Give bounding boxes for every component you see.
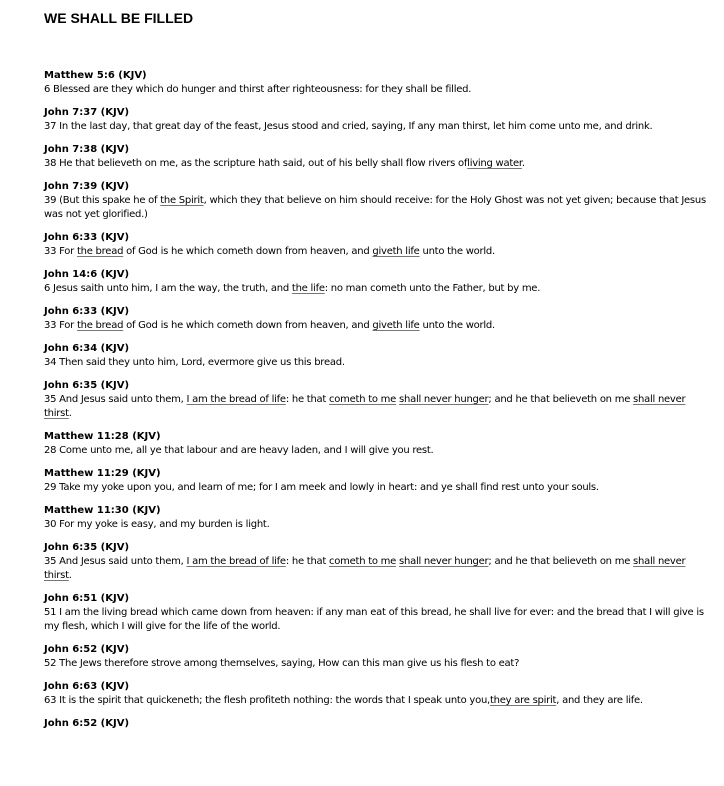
verse-text-segment: .: [68, 408, 72, 419]
verse-text-segment: 6 Jesus saith unto him, I am the way, the truth, and: [44, 283, 292, 294]
verse-block: [44, 342, 706, 370]
verse-text-segment: of God is he which cometh down from heaven, and: [123, 320, 373, 331]
verse-reference: John 7:38 (KJV): [44, 144, 130, 155]
verse-reference: Matthew 11:28 (KJV): [44, 431, 161, 442]
verse-text-segment: 51 I am the living bread which came down from heaven: if any man eat of this bread, he shall live for ever: and the bread that I will give is my flesh, which I will give for the life of the world.: [44, 607, 704, 632]
verse-reference: John 14:6 (KJV): [44, 269, 130, 280]
verse-text-segment: 33 For: [44, 246, 77, 257]
verse-block: [44, 430, 706, 458]
verse-text-segment: 28 Come unto me, all ye that labour and are heavy laden, and I will give you rest.: [44, 445, 434, 456]
verse-text-segment: unto the world.: [419, 246, 495, 257]
linked-phrase[interactable]: the bread: [76, 320, 124, 331]
verse-text-segment: 33 For: [44, 320, 77, 331]
verse-text: [44, 444, 706, 458]
linked-phrase[interactable]: cometh to me: [329, 394, 397, 405]
verse-block: [44, 143, 706, 171]
verse-text-segment: ; and he that believeth on me: [488, 394, 634, 405]
verse-text-segment: 39 (But this spake he of: [44, 195, 161, 206]
verse-text: [44, 83, 706, 97]
verse-block: [44, 592, 706, 634]
verse-text: [44, 657, 706, 671]
verse-text: [44, 694, 706, 708]
verse-block: [44, 231, 706, 259]
verse-text-segment: 6 Blessed are they which do hunger and thirst after righteousness: for they shall be filled.: [44, 84, 472, 95]
verse-text: [44, 393, 706, 421]
verse-block: [44, 504, 706, 532]
verse-block: [44, 379, 706, 421]
linked-phrase[interactable]: shall never thirst: [44, 394, 686, 419]
verse-reference: John 6:35 (KJV): [44, 542, 130, 553]
verse-block: [44, 106, 706, 134]
verse-block: [44, 680, 706, 708]
verse-text-segment: : he that: [285, 556, 330, 567]
verse-text: [44, 606, 706, 634]
linked-phrase[interactable]: they are spirit: [489, 695, 557, 706]
verse-block: [44, 467, 706, 495]
linked-phrase[interactable]: living water: [467, 158, 522, 169]
verse-reference: John 6:35 (KJV): [44, 380, 130, 391]
linked-phrase[interactable]: shall never thirst: [44, 556, 686, 581]
verse-block: [44, 541, 706, 583]
verse-text-segment: 38 He that believeth on me, as the scripture hath said, out of his belly shall flow rivers of: [44, 158, 468, 169]
verse-reference: John 6:51 (KJV): [44, 593, 130, 604]
linked-phrase[interactable]: shall never hunger: [399, 394, 489, 405]
verse-text-segment: 63 It is the spirit that quickeneth; the flesh profiteth nothing: the words that I speak unto you,: [44, 695, 490, 706]
linked-phrase[interactable]: giveth life: [372, 320, 420, 331]
linked-phrase[interactable]: I am the bread of life: [186, 394, 286, 405]
linked-phrase[interactable]: cometh to me: [329, 556, 397, 567]
verse-text: [44, 319, 706, 333]
linked-phrase[interactable]: I am the bread of life: [186, 556, 286, 567]
linked-phrase[interactable]: the Spirit: [160, 195, 204, 206]
verse-block: [44, 305, 706, 333]
verse-reference: John 6:52 (KJV): [44, 644, 130, 655]
verse-reference: Matthew 5:6 (KJV): [44, 70, 147, 81]
verse-text-segment: .: [68, 570, 72, 581]
verse-text-segment: , which they that believe on him should receive: for the Holy Ghost was not yet given; because that Jesus was not yet glorified.): [44, 195, 706, 220]
verse-reference: John 6:33 (KJV): [44, 306, 130, 317]
verse-text-segment: ; and he that believeth on me: [488, 556, 634, 567]
verse-reference: John 6:52 (KJV): [44, 718, 130, 729]
verse-text-segment: 35 And Jesus said unto them,: [44, 394, 187, 405]
verse-block: [44, 643, 706, 671]
verse-reference: John 6:33 (KJV): [44, 232, 130, 243]
verse-reference: John 6:63 (KJV): [44, 681, 130, 692]
verse-reference: John 7:37 (KJV): [44, 107, 130, 118]
verse-block: [44, 180, 706, 222]
verse-text: [44, 481, 706, 495]
linked-phrase[interactable]: the bread: [76, 246, 124, 257]
verse-text-segment: 30 For my yoke is easy, and my burden is light.: [44, 519, 270, 530]
verse-reference: Matthew 11:29 (KJV): [44, 468, 161, 479]
verse-text: [44, 120, 706, 134]
verse-text-segment: , and they are life.: [556, 695, 643, 706]
verse-reference: John 7:39 (KJV): [44, 181, 130, 192]
verse-text-segment: of God is he which cometh down from heaven, and: [123, 246, 373, 257]
linked-phrase[interactable]: giveth life: [372, 246, 420, 257]
verse-text: [44, 518, 706, 532]
verse-text-segment: 52 The Jews therefore strove among themselves, saying, How can this man give us his flesh to eat?: [44, 658, 520, 669]
verse-text-segment: 37 In the last day, that great day of the feast, Jesus stood and cried, saying, If any man thirst, let him come unto me, and drink.: [44, 121, 653, 132]
verse-block: [44, 268, 706, 296]
verse-block: [44, 69, 706, 97]
verse-text-segment: .: [521, 158, 525, 169]
verse-text-segment: 29 Take my yoke upon you, and learn of me; for I am meek and lowly in heart: and ye shall find rest unto your souls.: [44, 482, 599, 493]
verse-text-segment: : no man cometh unto the Father, but by me.: [324, 283, 541, 294]
linked-phrase[interactable]: shall never hunger: [399, 556, 489, 567]
verse-text-segment: 35 And Jesus said unto them,: [44, 556, 187, 567]
verse-reference: Matthew 11:30 (KJV): [44, 505, 161, 516]
verse-text: [44, 245, 706, 259]
linked-phrase[interactable]: the life: [291, 283, 325, 294]
verse-list: [44, 69, 706, 740]
verse-block: [44, 717, 706, 731]
verse-text: [44, 157, 706, 171]
verse-reference: John 6:34 (KJV): [44, 343, 130, 354]
verse-text: [44, 194, 706, 222]
verse-text-segment: 34 Then said they unto him, Lord, evermore give us this bread.: [44, 357, 345, 368]
verse-text-segment: unto the world.: [419, 320, 495, 331]
verse-text: [44, 555, 706, 583]
verse-text-segment: : he that: [285, 394, 330, 405]
verse-text: [44, 282, 706, 296]
verse-text: [44, 356, 706, 370]
page-title: WE SHALL BE FILLED: [44, 10, 194, 26]
